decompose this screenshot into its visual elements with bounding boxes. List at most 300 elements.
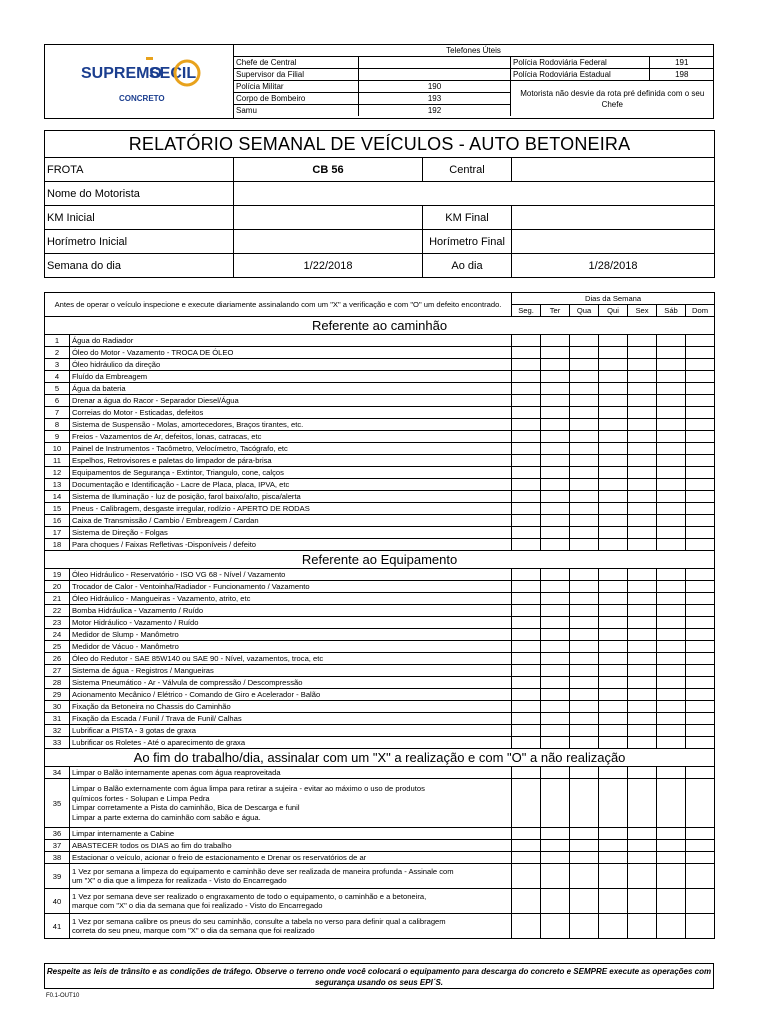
day-check-cell[interactable] [686,677,715,689]
day-check-cell[interactable] [599,641,628,653]
day-check-cell[interactable] [512,383,541,395]
day-check-cell[interactable] [599,569,628,581]
day-check-cell[interactable] [657,593,686,605]
day-check-cell[interactable] [657,852,686,864]
day-check-cell[interactable] [686,641,715,653]
day-check-cell[interactable] [657,864,686,889]
day-check-cell[interactable] [541,419,570,431]
day-check-cell[interactable] [657,677,686,689]
day-check-cell[interactable] [686,864,715,889]
day-check-cell[interactable] [628,689,657,701]
day-check-cell[interactable] [541,629,570,641]
day-check-cell[interactable] [570,889,599,914]
day-check-cell[interactable] [686,443,715,455]
day-check-cell[interactable] [599,889,628,914]
day-check-cell[interactable] [541,828,570,840]
day-check-cell[interactable] [657,737,686,749]
day-check-cell[interactable] [512,539,541,551]
day-check-cell[interactable] [657,581,686,593]
day-check-cell[interactable] [628,641,657,653]
day-check-cell[interactable] [628,828,657,840]
day-check-cell[interactable] [628,371,657,383]
driver-name-field[interactable] [234,182,715,206]
day-check-cell[interactable] [657,491,686,503]
day-check-cell[interactable] [628,443,657,455]
day-check-cell[interactable] [628,617,657,629]
day-check-cell[interactable] [686,725,715,737]
day-check-cell[interactable] [628,359,657,371]
day-check-cell[interactable] [628,503,657,515]
day-check-cell[interactable] [599,737,628,749]
day-check-cell[interactable] [657,840,686,852]
day-check-cell[interactable] [541,503,570,515]
day-check-cell[interactable] [512,653,541,665]
day-check-cell[interactable] [657,629,686,641]
day-check-cell[interactable] [628,539,657,551]
day-check-cell[interactable] [599,914,628,939]
hour-start-field[interactable] [234,230,423,254]
day-check-cell[interactable] [599,629,628,641]
hour-end-field[interactable] [512,230,715,254]
day-check-cell[interactable] [599,677,628,689]
day-check-cell[interactable] [628,914,657,939]
day-check-cell[interactable] [686,395,715,407]
km-end-field[interactable] [512,206,715,230]
day-check-cell[interactable] [512,371,541,383]
day-check-cell[interactable] [686,665,715,677]
day-check-cell[interactable] [512,335,541,347]
day-check-cell[interactable] [657,641,686,653]
day-check-cell[interactable] [541,359,570,371]
day-check-cell[interactable] [570,852,599,864]
day-check-cell[interactable] [628,347,657,359]
day-check-cell[interactable] [541,914,570,939]
day-check-cell[interactable] [599,443,628,455]
day-check-cell[interactable] [570,737,599,749]
day-check-cell[interactable] [628,701,657,713]
day-check-cell[interactable] [541,569,570,581]
day-check-cell[interactable] [541,371,570,383]
day-check-cell[interactable] [541,653,570,665]
day-check-cell[interactable] [628,677,657,689]
day-check-cell[interactable] [599,605,628,617]
day-check-cell[interactable] [570,779,599,828]
day-check-cell[interactable] [599,828,628,840]
day-check-cell[interactable] [570,395,599,407]
day-check-cell[interactable] [512,840,541,852]
day-check-cell[interactable] [570,443,599,455]
day-check-cell[interactable] [570,479,599,491]
day-check-cell[interactable] [599,503,628,515]
day-check-cell[interactable] [657,914,686,939]
day-check-cell[interactable] [541,539,570,551]
day-check-cell[interactable] [570,653,599,665]
day-check-cell[interactable] [570,491,599,503]
day-check-cell[interactable] [541,665,570,677]
day-check-cell[interactable] [599,689,628,701]
day-check-cell[interactable] [686,605,715,617]
day-check-cell[interactable] [541,617,570,629]
day-check-cell[interactable] [657,539,686,551]
day-check-cell[interactable] [570,503,599,515]
day-check-cell[interactable] [570,407,599,419]
day-check-cell[interactable] [512,629,541,641]
day-check-cell[interactable] [686,689,715,701]
day-check-cell[interactable] [541,431,570,443]
day-check-cell[interactable] [512,605,541,617]
day-check-cell[interactable] [512,665,541,677]
day-check-cell[interactable] [686,431,715,443]
day-check-cell[interactable] [512,641,541,653]
day-check-cell[interactable] [686,467,715,479]
day-check-cell[interactable] [599,383,628,395]
day-check-cell[interactable] [657,347,686,359]
day-check-cell[interactable] [512,689,541,701]
day-check-cell[interactable] [541,455,570,467]
day-check-cell[interactable] [512,443,541,455]
day-check-cell[interactable] [628,665,657,677]
day-check-cell[interactable] [570,347,599,359]
day-check-cell[interactable] [512,347,541,359]
day-check-cell[interactable] [657,359,686,371]
day-check-cell[interactable] [570,840,599,852]
day-check-cell[interactable] [657,725,686,737]
day-check-cell[interactable] [599,779,628,828]
day-check-cell[interactable] [599,840,628,852]
day-check-cell[interactable] [657,467,686,479]
day-check-cell[interactable] [657,605,686,617]
item-description: Óleo do Motor - Vazamento - TROCA DE ÓLEO [70,347,512,359]
day-check-cell[interactable] [512,419,541,431]
day-check-cell[interactable] [657,335,686,347]
day-check-cell[interactable] [628,779,657,828]
day-check-cell[interactable] [686,335,715,347]
day-check-cell[interactable] [570,431,599,443]
day-check-cell[interactable] [599,725,628,737]
day-check-cell[interactable] [541,737,570,749]
day-check-cell[interactable] [570,605,599,617]
day-check-cell[interactable] [628,864,657,889]
day-check-cell[interactable] [628,479,657,491]
day-check-cell[interactable] [628,491,657,503]
day-check-cell[interactable] [599,852,628,864]
day-check-cell[interactable] [686,539,715,551]
phone-number [359,69,511,81]
day-check-cell[interactable] [657,527,686,539]
day-check-cell[interactable] [628,852,657,864]
day-check-cell[interactable] [512,725,541,737]
day-check-cell[interactable] [657,689,686,701]
day-check-cell[interactable] [628,455,657,467]
day-check-cell[interactable] [512,503,541,515]
day-check-cell[interactable] [541,779,570,828]
day-check-cell[interactable] [686,779,715,828]
day-check-cell[interactable] [570,689,599,701]
day-check-cell[interactable] [628,581,657,593]
day-check-cell[interactable] [657,479,686,491]
day-check-cell[interactable] [657,665,686,677]
day-check-cell[interactable] [512,359,541,371]
day-check-cell[interactable] [628,395,657,407]
day-check-cell[interactable] [570,725,599,737]
day-check-cell[interactable] [686,617,715,629]
day-check-cell[interactable] [599,335,628,347]
day-check-cell[interactable] [628,515,657,527]
day-check-cell[interactable] [599,479,628,491]
day-check-cell[interactable] [512,527,541,539]
day-check-cell[interactable] [686,852,715,864]
day-check-cell[interactable] [541,527,570,539]
day-check-cell[interactable] [599,593,628,605]
day-check-cell[interactable] [628,527,657,539]
frota-field[interactable]: CB 56 [234,158,423,182]
central-field[interactable] [512,158,715,182]
day-check-cell[interactable] [512,889,541,914]
day-check-cell[interactable] [570,701,599,713]
day-check-cell[interactable] [512,515,541,527]
day-check-cell[interactable] [599,395,628,407]
day-check-cell[interactable] [570,383,599,395]
day-check-cell[interactable] [541,889,570,914]
day-check-cell[interactable] [628,335,657,347]
day-check-cell[interactable] [570,515,599,527]
day-check-cell[interactable] [599,347,628,359]
day-check-cell[interactable] [541,479,570,491]
day-check-cell[interactable] [686,737,715,749]
day-check-cell[interactable] [599,653,628,665]
item-description: Óleo do Redutor - SAE 85W140 ou SAE 90 - Nível, vazamentos, troca, etc [70,653,512,665]
day-check-cell[interactable] [599,431,628,443]
day-check-cell[interactable] [686,371,715,383]
day-check-cell[interactable] [541,581,570,593]
day-check-cell[interactable] [628,407,657,419]
day-check-cell[interactable] [686,914,715,939]
day-check-cell[interactable] [628,713,657,725]
day-check-cell[interactable] [657,713,686,725]
day-check-cell[interactable] [541,864,570,889]
day-check-cell[interactable] [686,569,715,581]
day-check-cell[interactable] [541,677,570,689]
day-check-cell[interactable] [541,689,570,701]
day-check-cell[interactable] [570,593,599,605]
day-check-cell[interactable] [686,840,715,852]
day-check-cell[interactable] [570,527,599,539]
day-check-cell[interactable] [541,840,570,852]
day-check-cell[interactable] [512,677,541,689]
day-check-cell[interactable] [541,641,570,653]
day-check-cell[interactable] [599,419,628,431]
day-check-cell[interactable] [512,467,541,479]
day-check-cell[interactable] [512,593,541,605]
day-check-cell[interactable] [657,431,686,443]
day-check-cell[interactable] [628,653,657,665]
day-check-cell[interactable] [628,569,657,581]
day-check-cell[interactable] [599,515,628,527]
day-check-cell[interactable] [686,479,715,491]
day-check-cell[interactable] [512,864,541,889]
day-check-cell[interactable] [657,779,686,828]
day-check-cell[interactable] [686,503,715,515]
day-check-cell[interactable] [570,677,599,689]
day-check-cell[interactable] [657,617,686,629]
day-check-cell[interactable] [512,455,541,467]
day-check-cell[interactable] [657,407,686,419]
day-check-cell[interactable] [657,455,686,467]
week-start-field[interactable]: 1/22/2018 [234,254,423,278]
day-check-cell[interactable] [657,443,686,455]
day-check-cell[interactable] [570,419,599,431]
day-check-cell[interactable] [541,713,570,725]
day-check-cell[interactable] [628,605,657,617]
day-check-cell[interactable] [657,569,686,581]
day-check-cell[interactable] [512,701,541,713]
day-check-cell[interactable] [541,335,570,347]
day-check-cell[interactable] [686,828,715,840]
day-check-cell[interactable] [570,914,599,939]
day-check-cell[interactable] [657,371,686,383]
day-check-cell[interactable] [686,767,715,779]
day-check-cell[interactable] [570,629,599,641]
day-check-cell[interactable] [599,701,628,713]
day-check-cell[interactable] [512,767,541,779]
day-check-cell[interactable] [512,828,541,840]
day-check-cell[interactable] [628,593,657,605]
day-check-cell[interactable] [628,383,657,395]
day-check-cell[interactable] [686,653,715,665]
day-check-cell[interactable] [686,419,715,431]
day-check-cell[interactable] [541,491,570,503]
day-check-cell[interactable] [686,491,715,503]
day-check-cell[interactable] [628,419,657,431]
day-check-cell[interactable] [628,840,657,852]
day-check-cell[interactable] [512,479,541,491]
day-check-cell[interactable] [512,779,541,828]
day-check-cell[interactable] [570,665,599,677]
day-check-cell[interactable] [657,701,686,713]
day-check-cell[interactable] [541,767,570,779]
day-check-cell[interactable] [512,569,541,581]
day-check-cell[interactable] [686,889,715,914]
day-check-cell[interactable] [657,419,686,431]
day-check-cell[interactable] [686,455,715,467]
day-check-cell[interactable] [599,713,628,725]
day-check-cell[interactable] [599,455,628,467]
day-check-cell[interactable] [657,767,686,779]
day-check-cell[interactable] [570,828,599,840]
day-check-cell[interactable] [512,713,541,725]
day-check-cell[interactable] [512,852,541,864]
day-check-cell[interactable] [686,407,715,419]
day-check-cell[interactable] [541,395,570,407]
day-check-cell[interactable] [541,852,570,864]
day-check-cell[interactable] [628,767,657,779]
day-check-cell[interactable] [686,515,715,527]
day-check-cell[interactable] [541,383,570,395]
day-check-cell[interactable] [686,359,715,371]
day-check-cell[interactable] [570,617,599,629]
day-check-cell[interactable] [686,347,715,359]
item-description: Óleo Hidráulico - Reservatório - ISO VG 68 - Nível / Vazamento [70,569,512,581]
day-check-cell[interactable] [657,889,686,914]
day-check-cell[interactable] [512,431,541,443]
day-check-cell[interactable] [686,629,715,641]
day-check-cell[interactable] [570,569,599,581]
day-check-cell[interactable] [599,491,628,503]
day-check-cell[interactable] [541,515,570,527]
day-check-cell[interactable] [541,443,570,455]
day-check-cell[interactable] [599,359,628,371]
day-check-cell[interactable] [570,455,599,467]
day-check-cell[interactable] [512,914,541,939]
day-check-cell[interactable] [599,581,628,593]
day-check-cell[interactable] [570,767,599,779]
day-check-cell[interactable] [599,467,628,479]
day-check-cell[interactable] [599,767,628,779]
day-check-cell[interactable] [512,617,541,629]
day-check-cell[interactable] [512,491,541,503]
day-check-cell[interactable] [541,467,570,479]
day-check-cell[interactable] [628,467,657,479]
day-check-cell[interactable] [599,539,628,551]
day-check-cell[interactable] [570,539,599,551]
day-check-cell[interactable] [657,828,686,840]
day-check-cell[interactable] [512,737,541,749]
day-check-cell[interactable] [599,371,628,383]
day-check-cell[interactable] [512,395,541,407]
day-check-cell[interactable] [570,467,599,479]
day-check-cell[interactable] [628,629,657,641]
day-check-cell[interactable] [657,395,686,407]
day-check-cell[interactable] [657,383,686,395]
day-check-cell[interactable] [541,593,570,605]
day-check-cell[interactable] [512,581,541,593]
day-check-cell[interactable] [541,605,570,617]
week-end-field[interactable]: 1/28/2018 [512,254,715,278]
day-check-cell[interactable] [570,641,599,653]
day-check-cell[interactable] [599,665,628,677]
km-start-field[interactable] [234,206,423,230]
day-check-cell[interactable] [570,335,599,347]
day-check-cell[interactable] [657,653,686,665]
day-check-cell[interactable] [686,581,715,593]
day-check-cell[interactable] [657,515,686,527]
day-check-cell[interactable] [686,701,715,713]
day-check-cell[interactable] [541,701,570,713]
day-check-cell[interactable] [686,527,715,539]
day-check-cell[interactable] [541,407,570,419]
day-check-cell[interactable] [599,864,628,889]
day-check-cell[interactable] [599,407,628,419]
day-check-cell[interactable] [570,371,599,383]
day-check-cell[interactable] [570,864,599,889]
day-check-cell[interactable] [686,383,715,395]
day-check-cell[interactable] [570,359,599,371]
day-check-cell[interactable] [570,713,599,725]
day-check-cell[interactable] [628,889,657,914]
day-check-cell[interactable] [686,713,715,725]
day-check-cell[interactable] [512,407,541,419]
day-check-cell[interactable] [628,431,657,443]
day-check-cell[interactable] [628,725,657,737]
day-check-cell[interactable] [599,527,628,539]
day-check-cell[interactable] [599,617,628,629]
day-check-cell[interactable] [686,593,715,605]
day-check-cell[interactable] [541,725,570,737]
day-check-cell[interactable] [657,503,686,515]
day-check-cell[interactable] [628,737,657,749]
day-check-cell[interactable] [570,581,599,593]
day-check-cell[interactable] [541,347,570,359]
